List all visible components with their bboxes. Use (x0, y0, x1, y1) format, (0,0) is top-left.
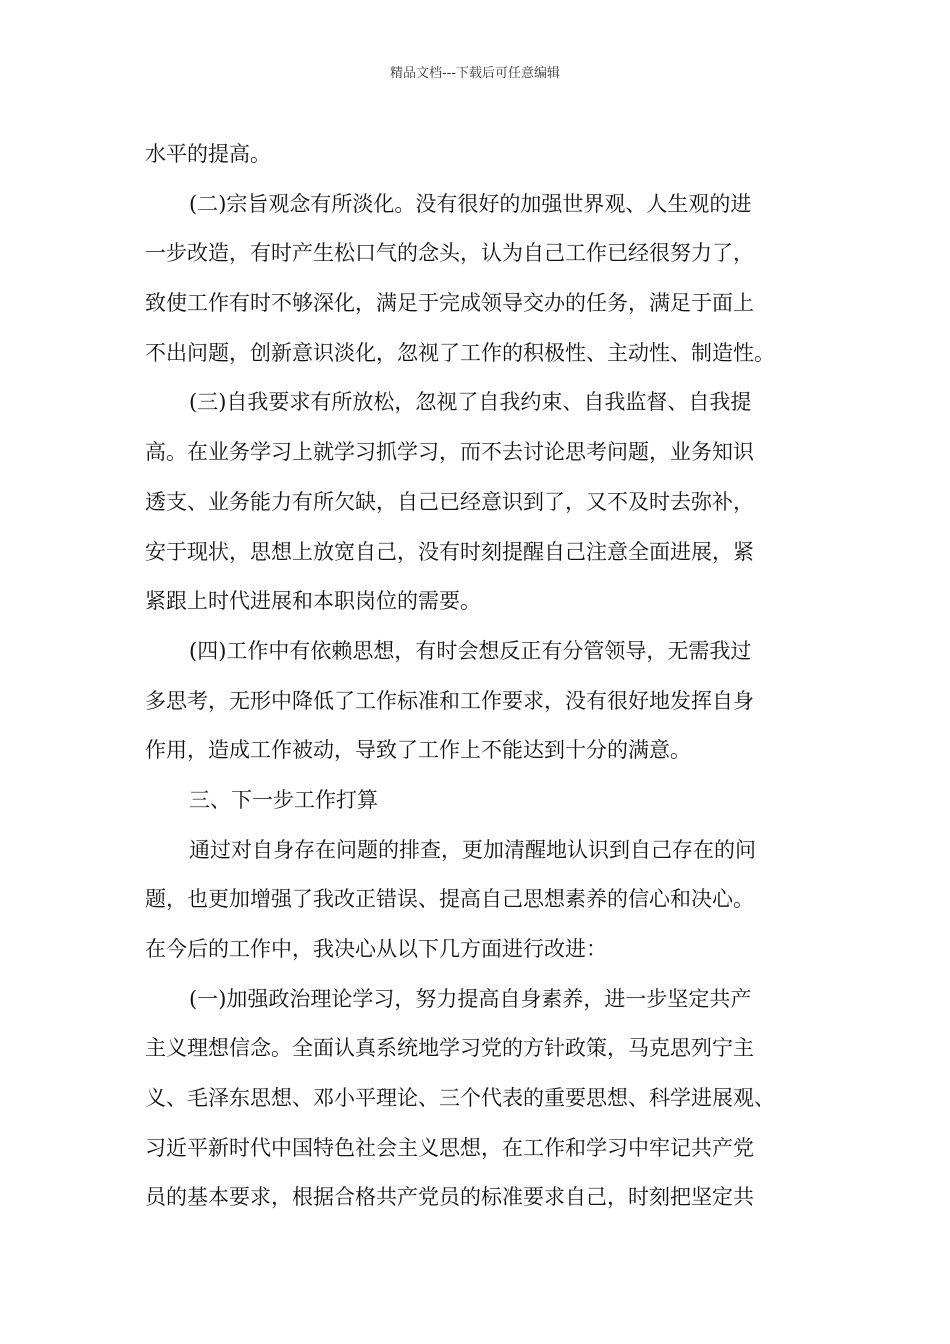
text-line: 三、下一步工作打算 (189, 787, 378, 812)
text-line: (四)工作中有依赖思想，有时会想反正有分管领导，无需我过 (189, 638, 752, 663)
text-line: 紧跟上时代进展和本职岗位的需要。 (145, 589, 481, 614)
text-line: 题，也更加增强了我改正错误、提高自己思想素养的信心和决心。 (145, 887, 754, 912)
text-line: 不出问题，创新意识淡化，忽视了工作的积极性、主动性、制造性。 (145, 340, 775, 365)
text-line: 一步改造，有时产生松口气的念头，认为自己工作已经很努力了， (145, 241, 754, 266)
text-line: 主义理想信念。全面认真系统地学习党的方针政策，马克思列宁主 (145, 1036, 754, 1061)
text-line: 义、毛泽东思想、邓小平理论、三个代表的重要思想、科学进展观、 (145, 1086, 775, 1111)
text-line: (二)宗旨观念有所淡化。没有很好的加强世界观、人生观的进 (189, 191, 752, 216)
text-line: 习近平新时代中国特色社会主义思想，在工作和学习中牢记共产党 (145, 1135, 754, 1160)
text-line: 高。在业务学习上就学习抓学习，而不去讨论思考问题，业务知识 (145, 440, 754, 465)
text-line: 致使工作有时不够深化，满足于完成领导交办的任务，满足于面上 (145, 291, 754, 316)
text-line: (一)加强政治理论学习，努力提高自身素养，进一步坚定共产 (189, 986, 752, 1011)
text-line: 在今后的工作中，我决心从以下几方面进行改进： (145, 937, 607, 961)
text-line: 水平的提高。 (145, 142, 271, 166)
text-line: 透支、业务能力有所欠缺，自己已经意识到了，又不及时去弥补， (145, 489, 754, 514)
text-line: 安于现状，思想上放宽自己，没有时刻提醒自己注意全面进展，紧 (145, 539, 754, 564)
text-line: (三)自我要求有所放松，忽视了自我约束、自我监督、自我提 (189, 390, 752, 415)
text-line: 多思考，无形中降低了工作标准和工作要求，没有很好地发挥自身 (145, 688, 754, 713)
text-line: 作用，造成工作被动，导致了工作上不能达到十分的满意。 (145, 738, 691, 763)
text-line: 员的基本要求，根据合格共产党员的标准要求自己，时刻把坚定共 (145, 1185, 754, 1210)
text-line: 通过对自身存在问题的排查，更加清醒地认识到自己存在的问 (189, 837, 756, 862)
document-body (145, 130, 825, 1223)
page-header: 精品文档---下载后可任意编辑 (389, 66, 561, 81)
